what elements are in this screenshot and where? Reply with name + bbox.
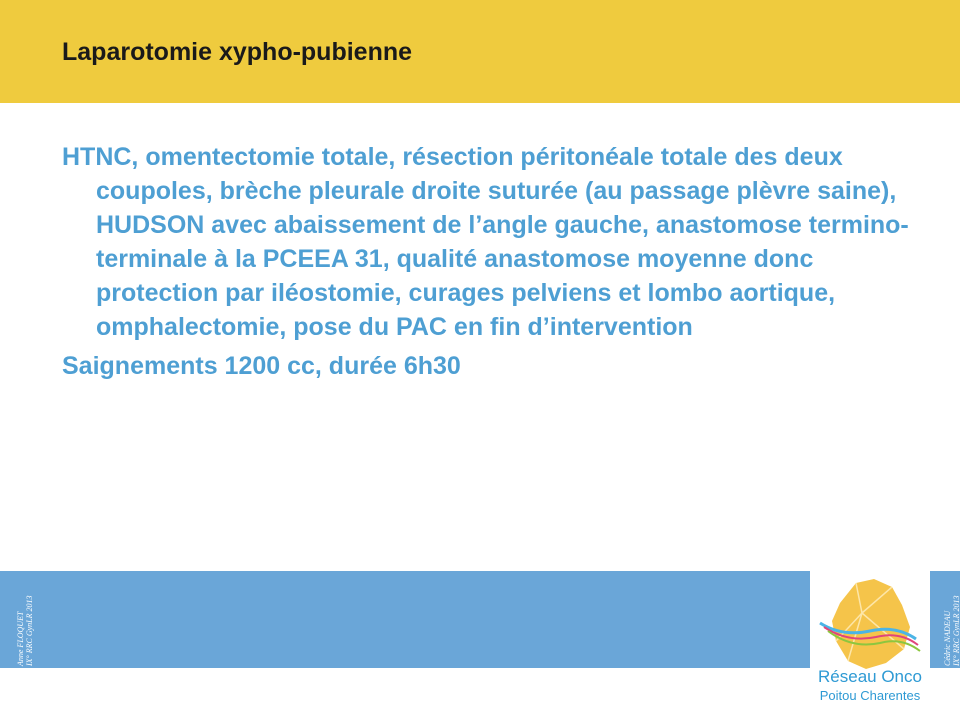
slide-title: Laparotomie xypho-pubienne [62,38,413,66]
credit-right-name: Cédric NADEAU [943,610,952,666]
credit-left-name: Anne FLOQUET [16,611,25,666]
slide-content [62,140,922,383]
logo-region: Poitou Charentes [819,688,921,703]
paragraph-bleeding: Saignements 1200 cc, durée 6h30 [62,352,461,380]
paragraph-operation: HTNC, omentectomie totale, résection péritonéale totale des deux coupoles, brèche pleurale droite suturée (au passage plèvre saine), HUDSON avec abaissement de l’angle gauche, anastomose termino-terminale à la PCEEA 31, qualité anastomose moyenne donc protection par iléostomie, curages pelviens et lombo aortique, omphalectomie, pose du PAC en fin d’intervention [62,143,909,341]
credit-right-event: IX° RRC GynLR 2013 [952,595,961,666]
credit-right [943,595,961,666]
footer-band [0,571,810,668]
credit-left [16,595,34,666]
logo-name: Réseau Onco [818,667,922,686]
credit-left-event: IX° RRC GynLR 2013 [25,595,34,666]
